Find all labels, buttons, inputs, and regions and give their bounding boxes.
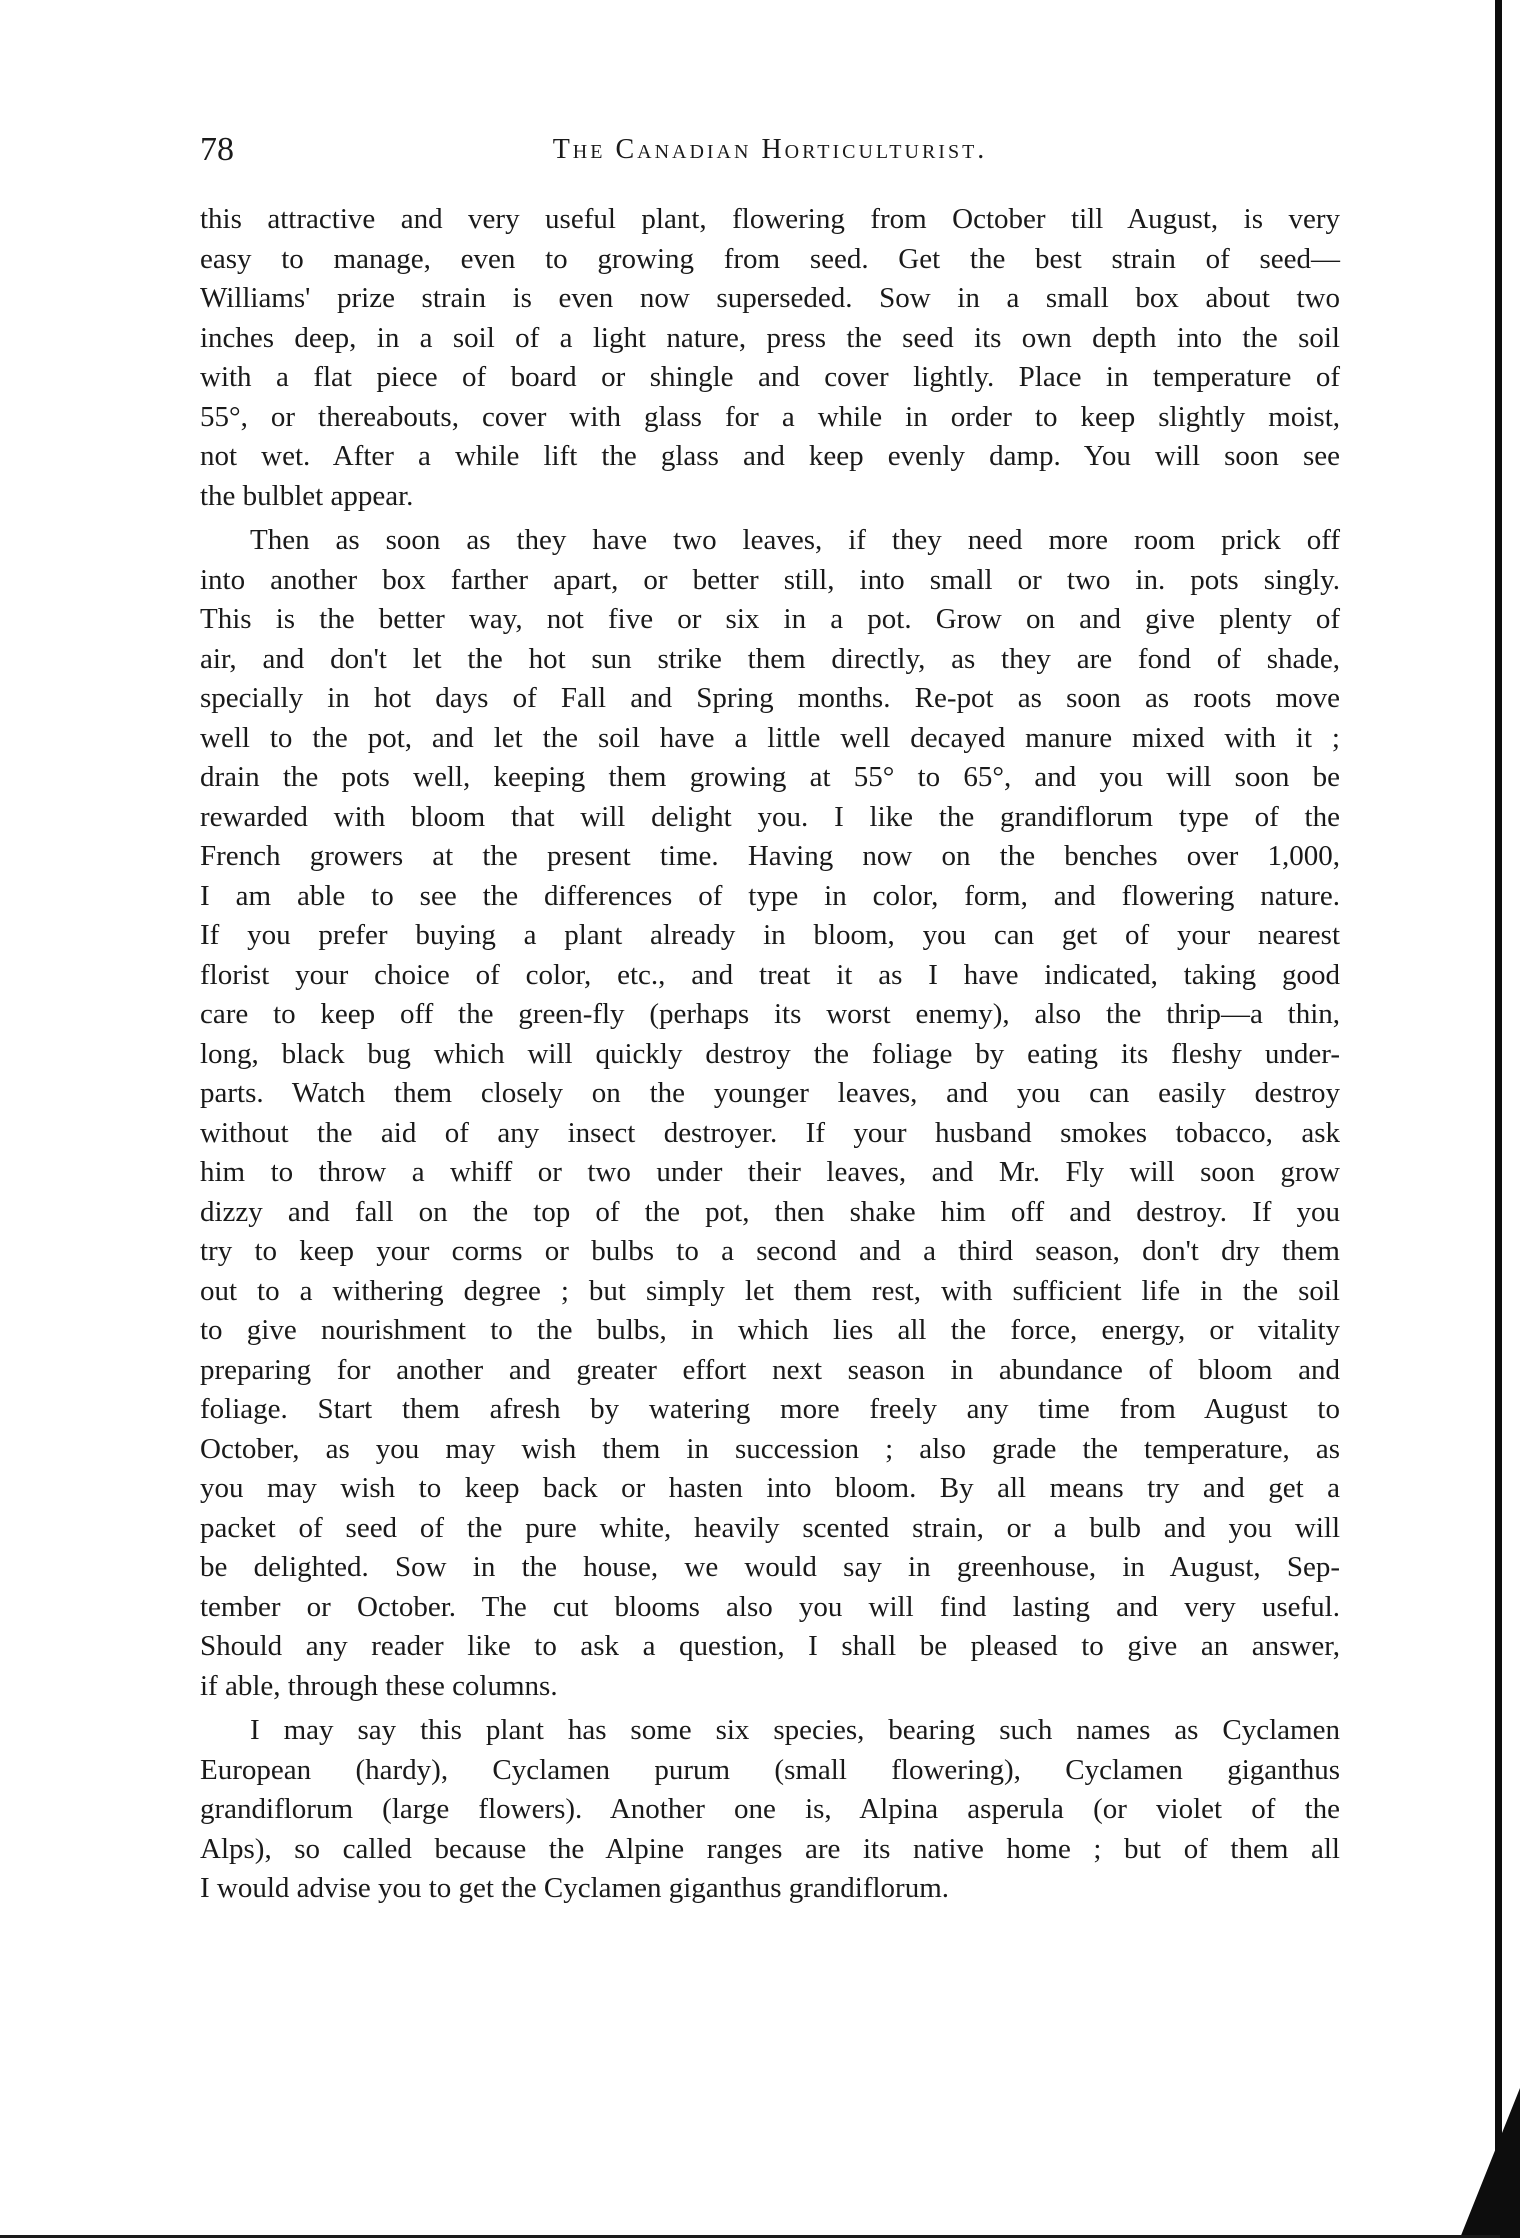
text-line: be delighted. Sow in the house, we would say in greenhouse, in August, Sep- <box>200 1551 1340 1583</box>
text-line: I would advise you to get the Cyclamen giganthus grandiflorum. <box>200 1872 950 1904</box>
text-line: out to a withering degree ; but simply let them rest, with sufficient life in the soil <box>200 1274 1340 1307</box>
text-line: French growers at the present time. Having now on the benches over 1,000, <box>200 840 1340 872</box>
paragraph <box>200 200 1340 516</box>
running-head <box>200 128 1340 172</box>
text-line: foliage. Start them afresh by watering more freely any time from August to <box>200 1393 1340 1425</box>
text-line: if able, through these columns. <box>200 1669 558 1702</box>
text-line: into another box farther apart, or better still, into small or two in. pots singly. <box>200 563 1340 596</box>
text-line: packet of seed of the pure white, heavily scented strain, or a bulb and you will <box>200 1511 1340 1544</box>
text-line: dizzy and fall on the top of the pot, then shake him off and destroy. If you <box>200 1195 1340 1228</box>
text-line: air, and don't let the hot sun strike them directly, as they are fond of shade, <box>200 642 1340 675</box>
text-line: If you prefer buying a plant already in bloom, you can get of your nearest <box>200 919 1340 951</box>
text-line: try to keep your corms or bulbs to a second and a third season, don't dry them <box>200 1235 1340 1267</box>
text-line: grandiflorum (large flowers). Another one is, Alpina asperula (or violet of the <box>200 1793 1340 1825</box>
text-line: rewarded with bloom that will delight you. I like the grandiflorum type of the <box>200 800 1340 833</box>
text-line: well to the pot, and let the soil have a little well decayed manure mixed with it ; <box>200 721 1340 754</box>
text-line: tember or October. The cut blooms also you will find lasting and very useful. <box>200 1590 1340 1623</box>
text-line: Williams' prize strain is even now superseded. Sow in a small box about two <box>200 282 1340 314</box>
page-number: 78 <box>200 131 234 168</box>
text-line: drain the pots well, keeping them growing at 55° to 65°, and you will soon be <box>200 761 1340 793</box>
text-line: This is the better way, not five or six in a pot. Grow on and give plenty of <box>200 603 1340 635</box>
text-line: with a flat piece of board or shingle and cover lightly. Place in temperature of <box>200 361 1340 393</box>
article-body <box>200 200 1340 1909</box>
text-line: long, black bug which will quickly destroy the foliage by eating its fleshy under- <box>200 1037 1340 1070</box>
text-line: care to keep off the green-fly (perhaps its worst enemy), also the thrip—a thin, <box>200 998 1340 1030</box>
text-line: Should any reader like to ask a question, I shall be pleased to give an answer, <box>200 1630 1340 1662</box>
paragraph <box>200 521 1340 1706</box>
text-line: I may say this plant has some six species, bearing such names as Cyclamen <box>250 1714 1340 1746</box>
text-line: this attractive and very useful plant, flowering from October till August, is very <box>200 203 1340 235</box>
page-corner-shadow <box>1460 2088 1520 2238</box>
paragraph <box>200 1711 1340 1909</box>
text-line: Then as soon as they have two leaves, if they need more room prick off <box>250 524 1340 556</box>
text-line: October, as you may wish them in succession ; also grade the temperature, as <box>200 1432 1340 1465</box>
page-edge-shadow <box>1495 0 1502 2238</box>
text-line: the bulblet appear. <box>200 479 414 512</box>
text-line: Alps), so called because the Alpine ranges are its native home ; but of them all <box>200 1832 1340 1865</box>
text-line: easy to manage, even to growing from seed. Get the best strain of seed— <box>200 242 1340 275</box>
text-line: European (hardy), Cyclamen purum (small flowering), Cyclamen giganthus <box>200 1753 1340 1786</box>
text-line: inches deep, in a soil of a light nature, press the seed its own depth into the soil <box>200 321 1340 354</box>
text-line: preparing for another and greater effort next season in abundance of bloom and <box>200 1353 1340 1386</box>
text-line: specially in hot days of Fall and Spring months. Re-pot as soon as roots move <box>200 682 1340 714</box>
text-line: not wet. After a while lift the glass and keep evenly damp. You will soon see <box>200 440 1340 472</box>
text-line: him to throw a whiff or two under their leaves, and Mr. Fly will soon grow <box>200 1156 1340 1188</box>
text-line: I am able to see the differences of type in color, form, and flowering nature. <box>200 879 1340 912</box>
text-line: parts. Watch them closely on the younger leaves, and you can easily destroy <box>200 1077 1340 1109</box>
text-line: 55°, or thereabouts, cover with glass for a while in order to keep slightly moist, <box>200 400 1340 433</box>
text-line: without the aid of any insect destroyer. If your husband smokes tobacco, ask <box>200 1116 1340 1149</box>
text-line: you may wish to keep back or hasten into bloom. By all means try and get a <box>200 1472 1340 1504</box>
text-line: to give nourishment to the bulbs, in which lies all the force, energy, or vitality <box>200 1314 1340 1346</box>
journal-title: The Canadian Horticulturist. <box>552 134 988 165</box>
text-line: florist your choice of color, etc., and treat it as I have indicated, taking good <box>200 958 1340 991</box>
